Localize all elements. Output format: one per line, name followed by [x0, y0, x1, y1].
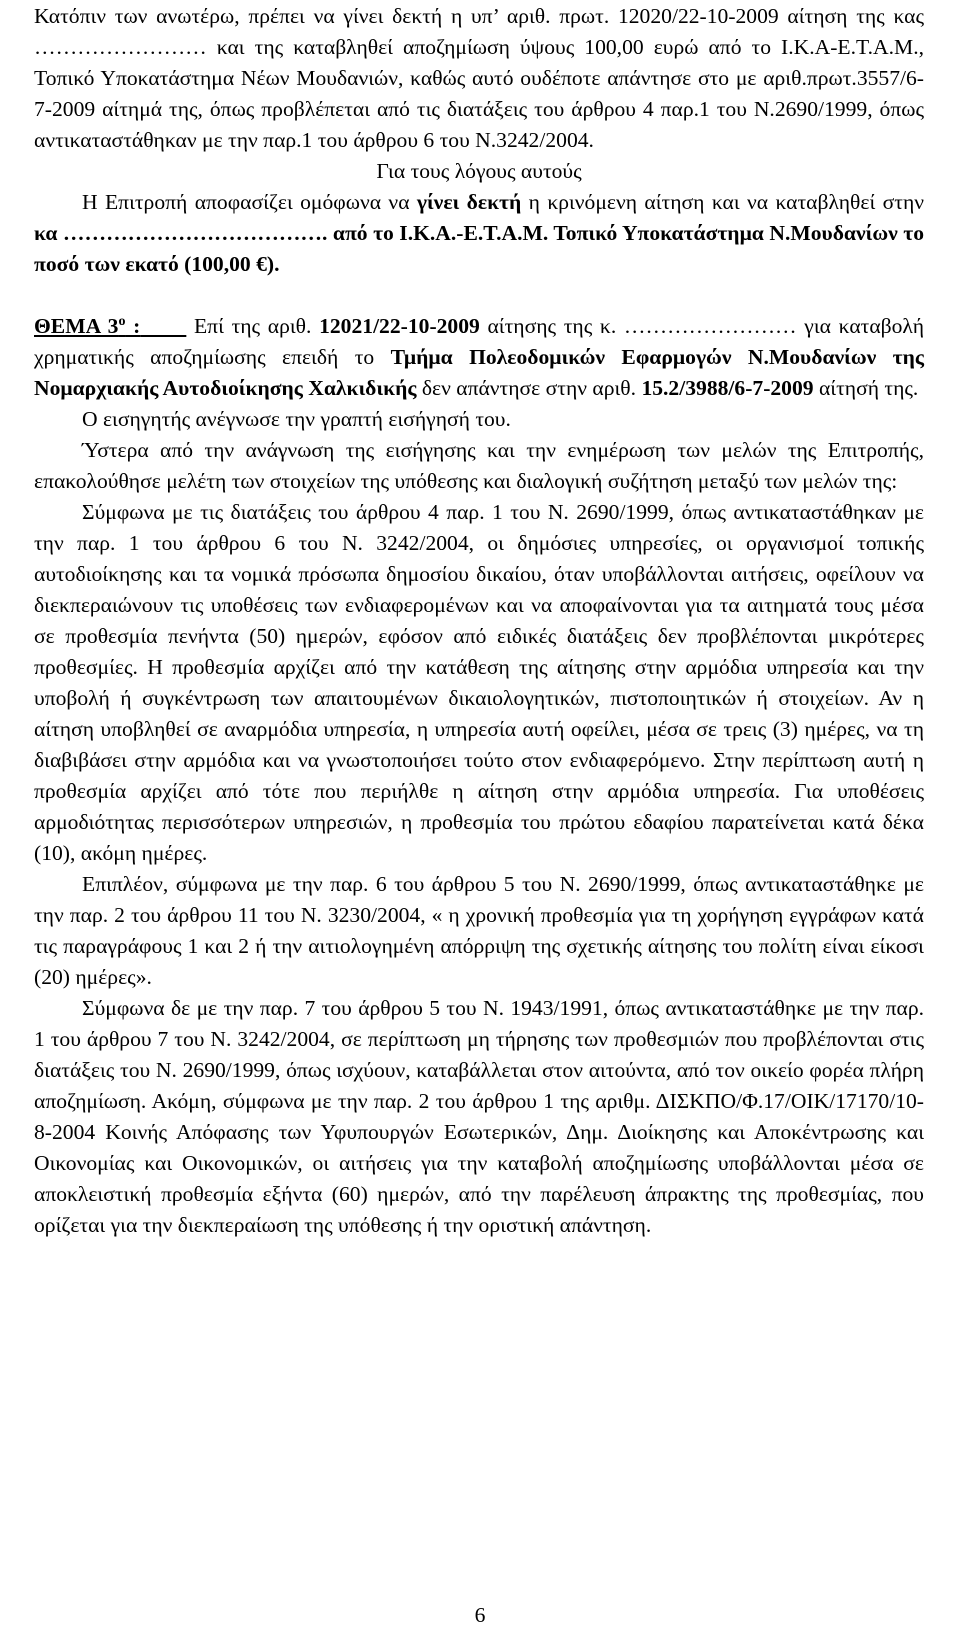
- decision-paragraph: [34, 187, 924, 280]
- theme-3-label: ΘΕΜΑ 3: [34, 314, 119, 338]
- theme-3-superscript: ο: [118, 313, 126, 329]
- theme-3-text-2: αίτησης της κ. …………………… για καταβολή χρηματικής αποζημίωσης επειδή το: [34, 314, 924, 369]
- decision-text-2: η κρινόμενη αίτηση και να καταβληθεί στην: [521, 190, 924, 214]
- rapporteur-text: Ο εισηγητής ανέγνωσε την γραπτή εισήγησή του.: [82, 407, 511, 431]
- page-number: 6: [474, 1603, 486, 1627]
- paragraph-text: Ύστερα από την ανάγνωση της εισήγησης και την ενημέρωση των μελών της Επιτροπής, επακολούθησε μελέτη των στοιχείων της υπόθεσης και διαλογική συζήτηση μεταξύ των μελών της:: [34, 438, 924, 493]
- paragraph-text: Επιπλέον, σύμφωνα με την παρ. 6 του άρθρου 5 του Ν. 2690/1999, όπως αντικαταστάθηκε με την παρ. 2 του άρθρου 11 του Ν. 3230/2004, « η χρονική προθεσμία για τη χορήγηση εγγράφων κατά τις παραγράφους 1 και 2 ή την αιτιολογημένη απόρριψη της σχετικής αίτησης του πολίτη είναι είκοσι (20) ημέρες».: [34, 872, 924, 989]
- reasons-heading-text: Για τους λόγους αυτούς: [376, 159, 582, 183]
- reasons-heading: [34, 156, 924, 187]
- decision-bold-accepted: γίνει δεκτή: [416, 190, 522, 214]
- theme-3-colon: :: [125, 314, 141, 338]
- theme-3-paragraph: [34, 311, 924, 404]
- paragraph-acceptance-case2: [34, 1, 924, 156]
- decision-bold-amount: κα ………………………………. από το Ι.Κ.Α.-Ε.Τ.Α.Μ. Τοπικό Υποκατάστημα Ν.Μουδανίων το ποσό των εκατό (100,00 €).: [34, 221, 924, 276]
- paragraph-text: Κατόπιν των ανωτέρω, πρέπει να γίνει δεκτή η υπ’ αριθ. πρωτ. 12020/22-10-2009 αίτηση της κας …………………… και της καταβληθεί αποζημίωση ύψους 100,00 ευρώ από το Ι.Κ.Α-Ε.Τ.Α.Μ., Τοπικό Υποκατάστημα Νέων Μουδανιών, καθώς αυτό ουδέποτε απάντησε στο με αριθ.πρωτ.3557/6-7-2009 αίτημά της, όπως προβλέπεται από τις διατάξεις του άρθρου 4 παρ.1 του Ν.2690/1999, όπως αντικαταστάθηκαν με την παρ.1 του άρθρου 6 του Ν.3242/2004.: [34, 4, 924, 152]
- theme-3-text-3: δεν απάντησε στην αριθ.: [416, 376, 642, 400]
- paragraph-law-article-5-par-6: [34, 869, 924, 993]
- theme-3-text-1: Επί της αριθ.: [186, 314, 320, 338]
- theme-3-application-number: 12021/22-10-2009: [319, 314, 480, 338]
- theme-3-reference-number: 15.2/3988/6-7-2009: [641, 376, 814, 400]
- document-page: [34, 0, 924, 1241]
- paragraph-text: Σύμφωνα δε με την παρ. 7 του άρθρου 5 του Ν. 1943/1991, όπως αντικαταστάθηκε με την παρ. 1 του άρθρου 7 του Ν. 3242/2004, σε περίπτωση μη τήρησης των προθεσμιών που προβλέπονται στις διατάξεις του Ν. 2690/1999, όπως ισχύουν, καταβάλλεται στον αιτούντα, από τον οικείο φορέα πλήρη αποζημίωση. Ακόμη, σύμφωνα με την παρ. 2 του άρθρου 1 της αριθμ. ΔΙΣΚΠΟ/Φ.17/ΟΙΚ/17170/10-8-2004 Κοινής Απόφασης των Υφυπουργών Εσωτερικών, Δημ. Διοίκησης και Αποκέντρωσης και Οικονομίας και Οικονομικών, οι αιτήσεις για την καταβολή αποζημίωσης υποβάλλονται μέσα σε αποκλειστική προθεσμία εξήντα (60) ημερών, από την παρέλευση άπρακτης της προθεσμίας, που ορίζεται για την διεκπεραίωση της υπόθεσης ή την οριστική απάντηση.: [34, 996, 924, 1237]
- paragraph-after-reading: [34, 435, 924, 497]
- paragraph-law-article-4: [34, 497, 924, 869]
- paragraph-law-article-5-par-7: [34, 993, 924, 1241]
- blank-line: [34, 280, 924, 311]
- decision-text-1: Η Επιτροπή αποφασίζει ομόφωνα να: [82, 190, 417, 214]
- paragraph-text: Σύμφωνα με τις διατάξεις του άρθρου 4 παρ. 1 του Ν. 2690/1999, όπως αντικαταστάθηκαν με την παρ. 1 του άρθρου 6 του Ν. 3242/2004, οι δημόσιες υπηρεσίες, οι οργανισμοί τοπικής αυτοδιοίκησης και τα νομικά πρόσωπα δημοσίου δικαίου, όταν υποβάλλονται αιτήσεις, οφείλουν να διεκπεραιώνουν τις υποθέσεις των ενδιαφερομένων και να αποφαίνονται για τα αιτηματά τους μέσα σε προθεσμία πενήντα (50) ημερών, εφόσον από ειδικές διατάξεις δεν προβλέπονται μικρότερες προθεσμίες. Η προθεσμία αρχίζει από την κατάθεση της αίτησης στην αρμόδια υπηρεσία και την υποβολή ή συγκέντρωση των απαιτουμένων δικαιολογητικών, πιστοποιητικών ή στοιχείων. Αν η αίτηση υποβληθεί σε αναρμόδια υπηρεσία, η υπηρεσία αυτή οφείλει, μέσα σε τρεις (3) ημέρες, να τη διαβιβάσει στην αρμόδια και να γνωστοποιήσει τούτο στον ενδιαφερόμενο. Στην περίπτωση αυτή η προθεσμία αρχίζει από τότε που περιήλθε η αίτηση στην αρμόδια υπηρεσία. Για υποθέσεις αρμοδιότητας περισσότερων υπηρεσιών, η προθεσμία του πρώτου εδαφίου παρατείνεται κατά δέκα (10), ακόμη ημέρες.: [34, 500, 924, 865]
- rapporteur-line: [34, 404, 924, 435]
- theme-3-department: Τμήμα Πολεοδομικών Εφαρμογών Ν.Μουδανίων της Νομαρχιακής Αυτοδιοίκησης Χαλκιδικής: [34, 345, 924, 400]
- theme-3-text-4: αίτησή της.: [813, 376, 919, 400]
- theme-3-heading: [34, 314, 186, 338]
